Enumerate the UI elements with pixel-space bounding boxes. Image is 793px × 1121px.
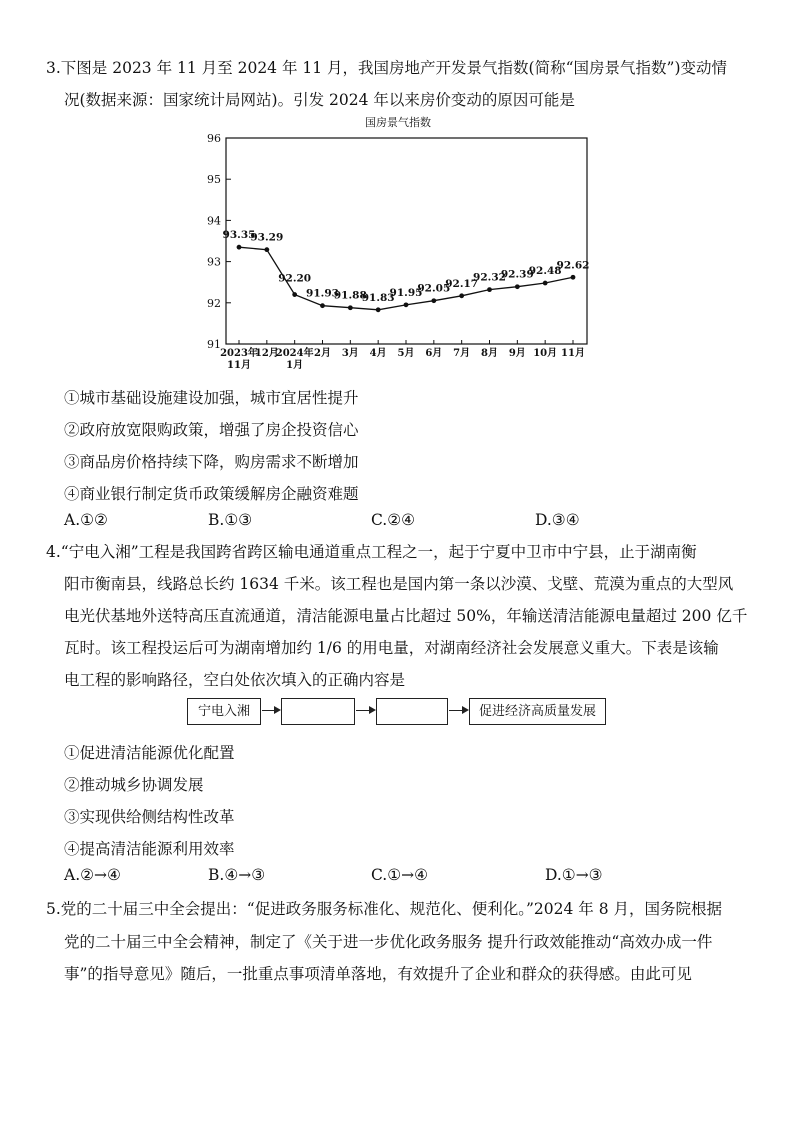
data-label: 93.29 <box>250 231 284 244</box>
x-tick-label: 11月 <box>561 348 585 359</box>
flow-box-blank-2[interactable] <box>376 698 448 725</box>
data-point <box>487 287 492 292</box>
data-label: 92.39 <box>500 268 534 281</box>
q3-choice-b[interactable]: B.①③ <box>208 511 253 529</box>
data-label: 92.32 <box>473 271 506 284</box>
q3-choice-d[interactable]: D.③④ <box>535 511 580 529</box>
q4-stem-line-3: 电光伏基地外送特高压直流通道，清洁能源电量占比超过 50%，年输送清洁能源电量超过 200 亿千 <box>64 607 748 625</box>
q4-choice-b[interactable]: B.④→③ <box>208 866 266 884</box>
q3-option-2: ②政府放宽限购政策，增强了房企投资信心 <box>64 421 359 439</box>
q3-option-1: ①城市基础设施建设加强，城市宜居性提升 <box>64 389 359 407</box>
q4-option-3: ③实现供给侧结构性改革 <box>64 808 235 826</box>
data-point <box>264 247 269 252</box>
q3-choice-a[interactable]: A.①② <box>64 511 108 529</box>
y-tick-label: 96 <box>207 132 221 145</box>
data-label: 92.05 <box>417 282 451 295</box>
q4-stem-line-2: 阳市衡南县，线路总长约 1634 千米。该工程也是国内第一条以沙漠、戈壁、荒漠为重点的大型风 <box>64 575 734 593</box>
data-point <box>571 275 576 280</box>
flow-box-blank-1[interactable] <box>281 698 355 725</box>
data-point <box>348 305 353 310</box>
q3-stem-line-2: 况(数据来源：国家统计局网站)。引发 2024 年以来房价变动的原因可能是 <box>64 91 575 109</box>
q4-option-4: ④提高清洁能源利用效率 <box>64 840 235 858</box>
data-point <box>543 281 548 286</box>
y-tick-label: 94 <box>207 214 221 228</box>
x-tick-label: 11月 <box>227 360 251 371</box>
q4-stem-line-4: 瓦时。该工程投运后可为湖南增加约 1/6 的用电量，对湖南经济社会发展意义重大。下表是该输 <box>64 639 719 657</box>
data-label: 92.62 <box>556 259 590 272</box>
q3-option-3: ③商品房价格持续下降，购房需求不断增加 <box>64 453 359 471</box>
q3-stem-line-1: 3.下图是 2023 年 11 月至 2024 年 11 月，我国房地产开发景气指数(简称“国房景气指数”)变动情 <box>46 59 727 77</box>
q5-stem-line-1: 5.党的二十届三中全会提出：“促进政务服务标准化、规范化、便利化。”2024 年 8 月，国务院根据 <box>46 900 722 918</box>
x-tick-label: 2024年 <box>275 348 314 359</box>
q3-choice-c[interactable]: C.②④ <box>371 511 416 529</box>
data-point <box>431 298 436 303</box>
data-label: 92.17 <box>445 277 479 290</box>
x-tick-label: 8月 <box>481 348 498 359</box>
data-point <box>292 292 297 297</box>
x-tick-label: 3月 <box>341 348 359 359</box>
chart-y-ticks <box>207 132 231 351</box>
q4-stem-line-5: 电工程的影响路径，空白处依次填入的正确内容是 <box>64 671 406 689</box>
data-point <box>320 303 325 308</box>
x-tick-label: 9月 <box>508 348 526 359</box>
y-tick-label: 93 <box>207 255 221 269</box>
q5-stem-line-3: 事”的指导意见》随后，一批重点事项清单落地，有效提升了企业和群众的获得感。由此可见 <box>64 965 692 983</box>
chart-x-ticks <box>220 340 585 371</box>
flow-arrow-2 <box>356 710 374 711</box>
data-point <box>376 307 381 312</box>
q4-choice-a[interactable]: A.②→④ <box>64 866 121 884</box>
q4-option-1: ①促进清洁能源优化配置 <box>64 744 235 762</box>
x-tick-label: 12月 <box>254 348 279 359</box>
q4-stem-line-1: 4.“宁电入湘”工程是我国跨省跨区输电通道重点工程之一，起于宁夏中卫市中宁县，止于湖南衡 <box>46 543 697 561</box>
x-tick-label: 10月 <box>533 348 558 359</box>
line-chart <box>200 112 600 377</box>
data-label: 92.48 <box>528 265 562 278</box>
x-tick-label: 6月 <box>425 348 443 359</box>
data-label: 91.88 <box>333 289 367 302</box>
x-tick-label: 1月 <box>286 360 304 371</box>
data-label: 92.20 <box>278 272 312 285</box>
flow-arrow-1 <box>262 710 279 711</box>
q4-choice-d[interactable]: D.①→③ <box>545 866 603 884</box>
flow-box-start: 宁电入湘 <box>187 698 261 725</box>
flow-arrow-3 <box>449 710 467 711</box>
x-tick-label: 7月 <box>453 348 471 359</box>
data-point <box>404 302 409 307</box>
data-label: 91.93 <box>306 287 339 300</box>
x-tick-label: 2023年 <box>220 348 258 359</box>
q4-choice-c[interactable]: C.①→④ <box>371 866 429 884</box>
data-point <box>515 284 520 289</box>
data-label: 91.95 <box>389 286 423 299</box>
y-tick-label: 92 <box>207 296 221 310</box>
y-tick-label: 91 <box>207 338 221 351</box>
data-point <box>237 245 242 250</box>
flow-box-end: 促进经济高质量发展 <box>469 698 606 725</box>
q5-stem-line-2: 党的二十届三中全会精神，制定了《关于进一步优化政务服务 提升行政效能推动“高效办成一件 <box>64 933 713 951</box>
q3-option-4: ④商业银行制定货币政策缓解房企融资难题 <box>64 485 359 503</box>
data-label: 93.35 <box>222 229 256 242</box>
y-tick-label: 95 <box>207 173 221 187</box>
q4-option-2: ②推动城乡协调发展 <box>64 776 204 794</box>
data-label: 91.83 <box>361 291 395 304</box>
x-tick-label: 2月 <box>314 348 331 359</box>
x-tick-label: 5月 <box>397 348 415 359</box>
data-point <box>459 293 464 298</box>
x-tick-label: 4月 <box>369 348 387 359</box>
chart-title: 国房景气指数 <box>365 116 431 129</box>
